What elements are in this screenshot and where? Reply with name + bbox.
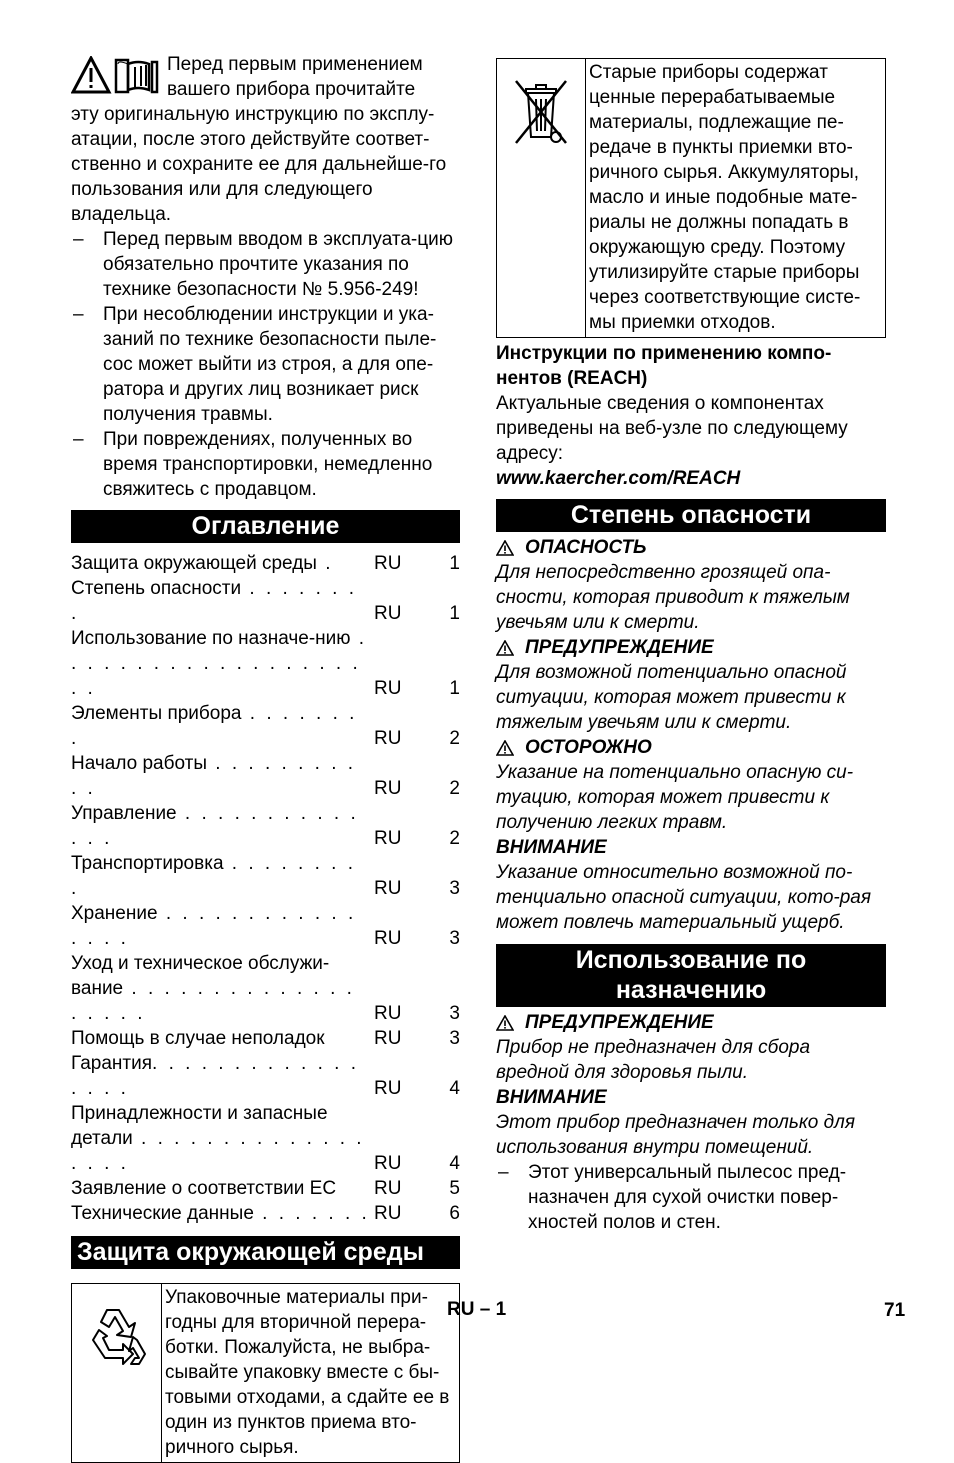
toc-entry-page: 6 (449, 1203, 460, 1224)
toc-entry-title: Заявление о соответствии ЕС (71, 1178, 337, 1199)
toc-entry-title: Степень опасности (71, 578, 242, 599)
list-item: – Перед первым вводом в эксплуата-цию обязательно прочтите указания по технике безопасности № 5.956-249! (71, 227, 460, 302)
toc-entry-page: 4 (449, 1078, 460, 1099)
toc-entry-lang: RU (374, 1203, 402, 1224)
toc-entry[interactable]: Уход и техническое обслужи-вание . . . . . . . . . . . . . . . . . . . RU 3 (71, 953, 460, 1024)
toc-entry[interactable]: Начало работы . . . . . . . . . . . RU 2 (71, 753, 460, 799)
old-devices-text: Старые приборы содержат ценные перерабатываемые материалы, подлежащие пе-редаче в пункты приемки вто-ричного сырья. Аккумуляторы, масло и иные подобные мате-риалы не должны попадать в окружающую среду. Поэтому утилизируйте старые приборы через соответствующие систе-мы приемки отходов. (589, 62, 861, 333)
notice-text: Указание относительно возможной по-тенциально опасной ситуации, кото-рая может повлечь материальный ущерб. (496, 862, 872, 933)
toc-entry-page: 3 (449, 928, 460, 949)
toc-entry-title: Хранение (71, 903, 158, 924)
toc-entry[interactable]: Хранение . . . . . . . . . . . . . . . . RU 3 (71, 903, 460, 949)
warning-text: Для возможной потенциально опасной ситуации, которая может привести к тяжелым увечьям или к смерти. (496, 662, 847, 733)
toc-entry[interactable]: Защита окружающей среды . RU 1 (71, 553, 460, 574)
footer-section-label: RU – 1 (447, 1299, 507, 1320)
table-of-contents (71, 551, 460, 1226)
toc-entry-page: 1 (449, 603, 460, 624)
environment-heading: Защита окружающей среды (71, 1236, 460, 1269)
toc-entry-title: Принадлежности и запасные детали (71, 1103, 328, 1149)
toc-entry[interactable]: Транспортировка . . . . . . . . . RU 3 (71, 853, 460, 899)
toc-entry-page: 1 (449, 678, 460, 699)
toc-entry-page: 3 (449, 1028, 460, 1049)
left-column (71, 52, 460, 1463)
toc-entry-page: 4 (449, 1153, 460, 1174)
toc-entry-page: 2 (449, 728, 460, 749)
toc-entry-title: Технические данные (71, 1203, 254, 1224)
toc-entry-lang: RU (374, 728, 402, 749)
intro-text: эту оригинальную инструкцию по эксплу-атации, после этого действуйте соответ-ственно и сохраните ее для дальнейше-го пользования или для следующего владельца. (71, 104, 447, 225)
toc-entry[interactable]: Технические данные . . . . . . . RU 6 (71, 1203, 460, 1224)
toc-entry-lang: RU (374, 1078, 402, 1099)
toc-entry[interactable]: Гарантия. . . . . . . . . . . . . . . . . RU 4 (71, 1053, 460, 1099)
danger-label: ОПАСНОСТЬ (496, 535, 886, 560)
toc-entry-title: Использование по назначе-нию (71, 628, 351, 649)
toc-entry[interactable]: Управление . . . . . . . . . . . . . . RU 2 (71, 803, 460, 849)
toc-entry-lang: RU (374, 1178, 402, 1199)
page-number: 71 (884, 1300, 906, 1321)
list-item: – При повреждениях, полученных во время транспортировки, немедленно свяжитесь с продавцом. (71, 427, 460, 502)
disposal-icon-cell (497, 59, 586, 337)
toc-entry-page: 5 (449, 1178, 460, 1199)
packaging-recycling-box (71, 1283, 460, 1463)
toc-entry-lang: RU (374, 603, 402, 624)
intended-use-notice-label: ВНИМАНИЕ (496, 1087, 607, 1108)
reach-url[interactable]: www.kaercher.com/REACH (496, 468, 741, 489)
intended-use-warning-text: Прибор не предназначен для сбора вредной для здоровья пыли. (496, 1037, 811, 1083)
intended-use-list (496, 1160, 886, 1235)
toc-entry-lang: RU (374, 1028, 402, 1049)
warning-triangle-icon (73, 58, 109, 92)
toc-entry-page: 1 (449, 553, 460, 574)
toc-entry-lang: RU (374, 678, 402, 699)
list-item: – Этот универсальный пылесос пред-назначен для сухой очистки повер-хностей полов и стен. (496, 1160, 886, 1235)
notice-label: ВНИМАНИЕ (496, 837, 607, 858)
intro-list (71, 227, 460, 502)
toc-entry-title: Помощь в случае неполадок (71, 1028, 325, 1049)
danger-text: Для непосредственно грозящей опа-сности, которая приводит к тяжелым увечьям или к смерти. (496, 562, 850, 633)
crossed-bin-icon (512, 77, 570, 147)
toc-entry[interactable]: Элементы прибора . . . . . . . . RU 2 (71, 703, 460, 749)
recycling-icon-cell (72, 1284, 162, 1462)
toc-entry-lang: RU (374, 1003, 402, 1024)
toc-entry-lang: RU (374, 553, 402, 574)
toc-entry-title: Начало работы (71, 753, 208, 774)
intended-use (496, 1010, 886, 1235)
reach-text: Актуальные сведения о компонентах приведены на веб-узле по следующему адресу: (496, 393, 848, 464)
warning-triangle-icon (496, 1015, 514, 1031)
right-column (496, 58, 886, 1235)
toc-entry-lang: RU (374, 778, 402, 799)
intro-block (71, 52, 460, 227)
toc-entry-page: 3 (449, 878, 460, 899)
toc-entry[interactable]: Степень опасности . . . . . . . . RU 1 (71, 578, 460, 624)
toc-entry[interactable]: Принадлежности и запасные детали . . . . . . . . . . . . . . . . . . RU 4 (71, 1103, 460, 1174)
toc-entry[interactable]: Использование по назначе-нию . . . . . . . . . . . . . . . . . . . . . RU 1 (71, 628, 460, 699)
toc-entry-title: Защита окружающей среды (71, 553, 317, 574)
toc-entry-title: Элементы прибора (71, 703, 242, 724)
toc-entry-title: Гарантия (71, 1053, 153, 1074)
warning-triangle-icon (496, 640, 514, 656)
old-devices-box (496, 58, 886, 338)
toc-entry-lang: RU (374, 928, 402, 949)
toc-entry-page: 2 (449, 778, 460, 799)
reach-title: Инструкции по применению компо-нентов (REACH) (496, 343, 832, 389)
toc-entry-page: 2 (449, 828, 460, 849)
intended-use-heading: Использование по назначению (496, 944, 886, 1007)
recycling-icon (79, 1300, 155, 1376)
toc-entry-lang: RU (374, 1153, 402, 1174)
warning-triangle-icon (496, 740, 514, 756)
toc-entry-title: Управление (71, 803, 177, 824)
toc-entry-lang: RU (374, 878, 402, 899)
toc-entry[interactable] (71, 1176, 460, 1201)
toc-heading: Оглавление (71, 510, 460, 543)
toc-entry-title: Уход и техническое обслужи-вание (71, 953, 330, 999)
packaging-text: Упаковочные материалы при-годны для вторичной перера-ботки. Пожалуйста, не выбра-сывайте упаковку вместе с бы-товыми отходами, а сдайте ее в один из пунктов приема вто-ричного сырья. (165, 1287, 450, 1458)
danger-levels (496, 535, 886, 935)
toc-entry[interactable] (71, 1026, 460, 1051)
list-item: – При несоблюдении инструкции и ука-заний по технике безопасности пыле-сос может выйти из строя, а для опе-ратора и других лиц возникает риск получения травмы. (71, 302, 460, 427)
toc-entry-page: 3 (449, 1003, 460, 1024)
intro-line-2: вашего прибора прочитайте (167, 79, 416, 100)
toc-entry-title: Транспортировка (71, 853, 224, 874)
warning-label: ПРЕДУПРЕЖДЕНИЕ (496, 635, 886, 660)
danger-levels-heading: Степень опасности (496, 499, 886, 532)
intended-use-notice-text: Этот прибор предназначен только для использования внутри помещений. (496, 1112, 856, 1158)
toc-entry-lang: RU (374, 828, 402, 849)
intro-line-1: Перед первым применением (167, 54, 423, 75)
warning-triangle-icon (496, 540, 514, 556)
intended-use-warning-label: ПРЕДУПРЕЖДЕНИЕ (496, 1010, 886, 1035)
manual-book-icon (116, 60, 157, 92)
caution-text: Указание на потенциально опасную си-туацию, которая может привести к получению легких травм. (496, 762, 854, 833)
caution-label: ОСТОРОЖНО (496, 735, 886, 760)
intro-icons (71, 56, 163, 102)
